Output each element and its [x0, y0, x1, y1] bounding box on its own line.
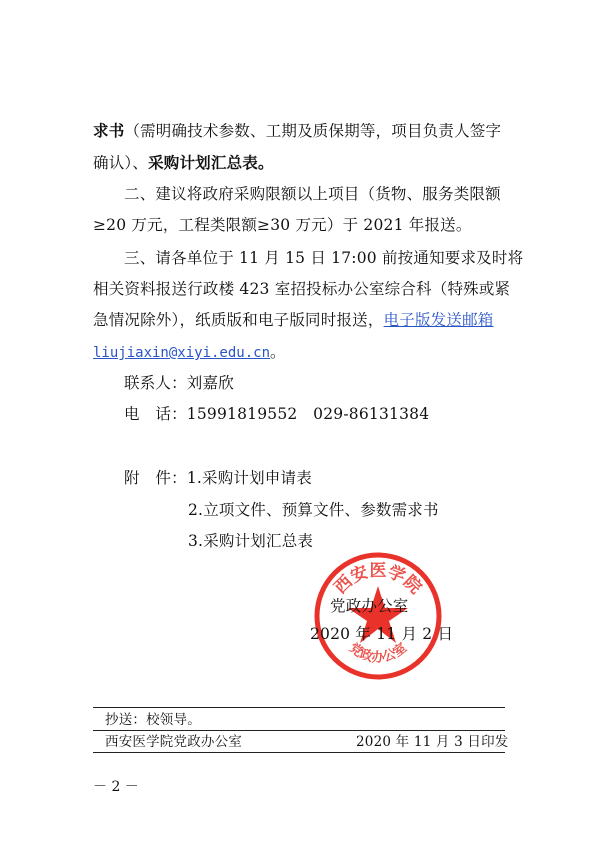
body-line-6 [93, 279, 510, 299]
bold-text: 求书 [93, 121, 125, 140]
issue-date-text: 2020 年 11 月 3 日印发 [356, 734, 509, 750]
body-line-1 [93, 121, 501, 141]
attachment-item: 2.立项文件、预算文件、参数需求书 [188, 501, 439, 519]
body-text: （需明确技术参数、工期及质保期等，项目负责人签字 [124, 122, 502, 140]
contact-person: 联系人：刘嘉欣 [124, 374, 234, 392]
body-text: 二、建议将政府采购限额以上项目（货物、服务类限额 [124, 185, 501, 203]
seal-bottom-text: 党政办公室 [346, 640, 410, 666]
email-link[interactable]: liujiaxin@xiyi.edu.cn [93, 345, 271, 361]
footer-divider-mid [93, 730, 505, 731]
body-text: 确认）、 [93, 154, 149, 172]
body-line-3 [124, 184, 501, 204]
footer-divider-bottom [93, 752, 505, 753]
signature-office [330, 596, 409, 616]
official-seal-icon [312, 550, 444, 682]
contact-line [124, 373, 234, 393]
body-line-4 [93, 215, 472, 235]
footer-issue-date [356, 732, 508, 752]
body-line-7 [93, 310, 493, 330]
body-text: ≥20 万元，工程类限额≥30 万元）于 2021 年报送。 [93, 216, 472, 234]
body-text: 。 [270, 343, 286, 361]
body-line-8 [93, 342, 286, 363]
body-text: 相关资料报送行政楼 423 室招投标办公室综合科（特殊或紧 [93, 280, 511, 298]
phone-line [124, 404, 429, 424]
body-text: 急情况除外），纸质版和电子版同时报送， [93, 311, 384, 329]
issuer-text: 西安医学院党政办公室 [105, 734, 242, 750]
page-number: － 2 － [93, 779, 139, 795]
contact-phone: 电 话：15991819552 029-86131384 [124, 405, 430, 423]
attachments-line-1 [124, 468, 312, 488]
footer-cc [105, 710, 201, 730]
cc-text: 抄送：校领导。 [105, 712, 201, 728]
bold-text: 采购计划汇总表。 [148, 153, 274, 172]
attachments-label: 附 件： [124, 469, 187, 487]
signature-date [310, 624, 453, 644]
footer-divider-top [93, 707, 505, 708]
body-line-5 [124, 248, 523, 268]
footer-issuer [105, 732, 242, 752]
attachments-line-2 [188, 500, 439, 520]
signature-date-text: 2020 年 11 月 2 日 [310, 625, 454, 643]
attachments-line-3 [188, 531, 313, 551]
body-text: 三、请各单位于 11 月 15 日 17:00 前按通知要求及时将 [124, 249, 524, 267]
attachment-item: 3.采购计划汇总表 [188, 532, 314, 550]
seal-top-text: 西安医学院 [330, 561, 426, 599]
signature-office-text: 党政办公室 [330, 597, 409, 615]
body-line-2 [93, 153, 274, 173]
attachment-item: 1.采购计划申请表 [186, 469, 312, 487]
email-link-text[interactable]: 电子版发送邮箱 [383, 311, 494, 329]
